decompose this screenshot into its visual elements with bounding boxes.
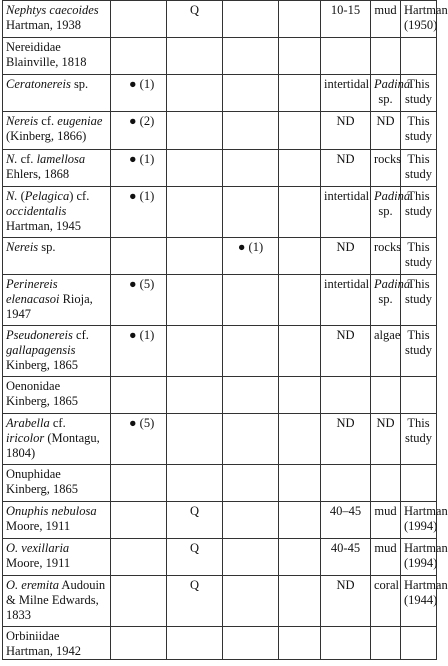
table-row <box>3 1 437 38</box>
table-row <box>3 150 437 187</box>
occurrence-c2-cell <box>167 326 223 377</box>
table-row <box>3 275 437 326</box>
reference-cell: This study <box>401 112 437 150</box>
occurrence-c4-cell <box>279 502 321 539</box>
habitat-cell <box>371 1 401 38</box>
habitat-cell <box>371 275 411 326</box>
occurrence-c1-cell <box>111 238 167 275</box>
occurrence-c3-cell <box>223 414 279 465</box>
habitat-text: sp. <box>378 92 393 106</box>
species-cell <box>3 502 111 539</box>
habitat-text: Padina <box>374 189 411 203</box>
habitat-cell <box>371 377 401 414</box>
occurrence-c1-cell: ● (1) <box>111 150 167 187</box>
occurrence-c1-cell <box>111 1 167 38</box>
occurrence-c3-cell <box>223 112 279 150</box>
species-name-italic: eugeniae <box>57 114 103 128</box>
occurrence-c4-cell <box>279 576 321 627</box>
table-body <box>3 1 448 660</box>
occurrence-c2-cell <box>167 465 223 502</box>
species-name-text: Oenonidae Kinberg, 1865 <box>6 379 78 408</box>
occurrence-c3-cell <box>223 627 279 660</box>
depth-cell: ND <box>321 414 371 465</box>
occurrence-c2-cell: Q <box>167 502 223 539</box>
species-name-text: Nereididae Blainville, 1818 <box>6 40 87 69</box>
depth-cell: 10-15 <box>321 1 371 38</box>
habitat-text: coral <box>374 578 399 592</box>
habitat-text: mud <box>374 541 397 555</box>
species-name-italic: gallapagensis <box>6 343 76 357</box>
species-name-text: Audouin & Milne Edwards, 1833 <box>6 578 106 622</box>
habitat-cell <box>371 627 401 660</box>
species-name-text: Onuphidae Kinberg, 1865 <box>6 467 78 496</box>
depth-cell <box>321 627 371 660</box>
species-name-text: Orbiniidae Hartman, 1942 <box>6 629 81 658</box>
species-name-text: Kinberg, 1865 <box>6 358 78 372</box>
habitat-cell <box>371 112 401 150</box>
species-name-text: sp. <box>38 240 56 254</box>
species-name-text: Moore, 1911 <box>6 556 71 570</box>
occurrence-c2-cell <box>167 238 223 275</box>
habitat-cell <box>371 38 401 75</box>
occurrence-c4-cell <box>279 377 321 414</box>
species-name-text: sp. <box>70 77 89 91</box>
species-cell <box>3 187 111 238</box>
occurrence-c4-cell <box>279 539 321 576</box>
occurrence-c1-cell <box>111 627 167 660</box>
species-cell <box>3 377 111 414</box>
habitat-text: rocks <box>374 240 402 254</box>
occurrence-c4-cell <box>279 627 321 660</box>
species-name-text: cf. <box>49 416 66 430</box>
habitat-text: mud <box>374 3 397 17</box>
occurrence-c2-cell <box>167 75 223 112</box>
occurrence-c1-cell: ● (1) <box>111 326 167 377</box>
habitat-cell <box>371 502 401 539</box>
species-name-italic: N. <box>6 152 18 166</box>
reference-cell: Hartman (1994) <box>401 539 437 576</box>
occurrence-c3-cell <box>223 465 279 502</box>
reference-cell: This study <box>401 150 437 187</box>
species-cell <box>3 75 111 112</box>
species-name-italic: Arabella <box>6 416 50 430</box>
habitat-cell <box>371 465 401 502</box>
species-name-italic: Nereis <box>6 240 39 254</box>
table-row <box>3 187 437 238</box>
occurrence-c3-cell <box>223 377 279 414</box>
occurrence-c4-cell <box>279 75 321 112</box>
depth-cell: ND <box>321 326 371 377</box>
depth-cell <box>321 377 371 414</box>
species-cell <box>3 275 111 326</box>
occurrence-c1-cell: ● (1) <box>111 75 167 112</box>
table-row <box>3 576 437 627</box>
species-name-italic: O. eremita <box>6 578 59 592</box>
species-cell <box>3 238 111 275</box>
table-row <box>3 326 437 377</box>
occurrence-c3-cell <box>223 576 279 627</box>
occurrence-c3-cell <box>223 187 279 238</box>
reference-cell <box>401 627 437 660</box>
reference-cell <box>401 465 437 502</box>
occurrence-c3-cell <box>223 275 279 326</box>
species-name-italic: lamellosa <box>36 152 86 166</box>
habitat-text: rocks <box>374 152 402 166</box>
species-name-text: ) cf. <box>69 189 90 203</box>
species-name-italic: Pseudonereis <box>6 328 73 342</box>
occurrence-c4-cell <box>279 150 321 187</box>
occurrence-c3-cell <box>223 75 279 112</box>
occurrence-c4-cell <box>279 275 321 326</box>
depth-cell: ND <box>321 150 371 187</box>
habitat-cell <box>371 539 401 576</box>
occurrence-c4-cell <box>279 1 321 38</box>
species-name-italic: occidentalis <box>6 204 67 218</box>
habitat-text: sp. <box>378 292 393 306</box>
occurrence-c3-cell <box>223 38 279 75</box>
species-name-italic: Onuphis nebulosa <box>6 504 97 518</box>
reference-cell: This study <box>401 75 437 112</box>
occurrence-c1-cell <box>111 377 167 414</box>
occurrence-c4-cell <box>279 112 321 150</box>
habitat-text: algae <box>374 328 401 342</box>
species-name-italic: Nereis <box>6 114 39 128</box>
depth-cell <box>321 38 371 75</box>
depth-cell: ND <box>321 576 371 627</box>
species-name-italic: Ceratonereis <box>6 77 71 91</box>
occurrence-c4-cell <box>279 465 321 502</box>
species-name-text: Hartman, 1945 <box>6 219 81 233</box>
depth-cell: intertidal <box>321 75 371 112</box>
table-row <box>3 414 437 465</box>
occurrence-c4-cell <box>279 414 321 465</box>
reference-cell: This study <box>401 187 437 238</box>
species-cell <box>3 576 111 627</box>
occurrence-c2-cell <box>167 377 223 414</box>
depth-cell: ND <box>321 238 371 275</box>
habitat-text: ND <box>376 114 395 128</box>
occurrence-c1-cell: ● (2) <box>111 112 167 150</box>
depth-cell: intertidal <box>321 275 371 326</box>
reference-cell: This study <box>401 326 437 377</box>
reference-cell: Hartman (1944) <box>401 576 437 627</box>
occurrence-c2-cell <box>167 38 223 75</box>
species-name-italic: Nephtys caecoides <box>6 3 99 17</box>
occurrence-c3-cell <box>223 539 279 576</box>
species-name-text: cf. <box>72 328 89 342</box>
species-cell <box>3 414 111 465</box>
species-table <box>2 0 448 660</box>
species-cell <box>3 150 111 187</box>
species-name-text: Moore, 1911 <box>6 519 71 533</box>
occurrence-c1-cell <box>111 502 167 539</box>
table-row <box>3 539 437 576</box>
reference-cell: This study <box>401 275 437 326</box>
depth-cell: ND <box>321 112 371 150</box>
species-name-italic: Perinereis elenacasoi <box>6 277 60 306</box>
occurrence-c2-cell <box>167 414 223 465</box>
species-name-text: cf. <box>17 152 37 166</box>
occurrence-c2-cell: Q <box>167 539 223 576</box>
reference-cell: Hartman (1950) <box>401 1 437 38</box>
habitat-cell <box>371 150 401 187</box>
table-row <box>3 377 437 414</box>
habitat-text: Padina <box>374 277 411 291</box>
species-name-italic: O. vexillaria <box>6 541 70 555</box>
reference-cell: This study <box>401 238 437 275</box>
species-name-text: Ehlers, 1868 <box>6 167 70 181</box>
species-cell <box>3 112 111 150</box>
occurrence-c1-cell: ● (5) <box>111 275 167 326</box>
occurrence-c1-cell <box>111 539 167 576</box>
occurrence-c2-cell <box>167 112 223 150</box>
reference-cell: This study <box>401 414 437 465</box>
species-cell <box>3 627 111 660</box>
reference-cell: Hartman (1994) <box>401 502 437 539</box>
table-row <box>3 38 437 75</box>
species-name-text: (Kinberg, 1866) <box>6 129 87 143</box>
species-cell <box>3 326 111 377</box>
occurrence-c3-cell <box>223 502 279 539</box>
species-name-text: Rioja, 1947 <box>6 292 93 321</box>
occurrence-c4-cell <box>279 38 321 75</box>
table-row <box>3 75 437 112</box>
occurrence-c1-cell <box>111 465 167 502</box>
habitat-cell <box>371 326 401 377</box>
occurrence-c3-cell <box>223 150 279 187</box>
species-name-text: cf. <box>38 114 58 128</box>
depth-cell <box>321 465 371 502</box>
occurrence-c2-cell: Q <box>167 1 223 38</box>
occurrence-c3-cell <box>223 1 279 38</box>
habitat-cell <box>371 414 401 465</box>
occurrence-c2-cell: Q <box>167 576 223 627</box>
occurrence-c2-cell <box>167 627 223 660</box>
habitat-text: ND <box>376 416 395 430</box>
reference-cell <box>401 377 437 414</box>
table-row <box>3 238 437 275</box>
habitat-cell <box>371 75 411 112</box>
occurrence-c1-cell <box>111 576 167 627</box>
species-name-text: (Montagu, 1804) <box>6 431 100 460</box>
occurrence-c4-cell <box>279 187 321 238</box>
species-cell <box>3 465 111 502</box>
depth-cell: intertidal <box>321 187 371 238</box>
species-name-italic: N. <box>6 189 18 203</box>
species-cell <box>3 539 111 576</box>
species-cell <box>3 1 111 38</box>
occurrence-c3-cell <box>223 326 279 377</box>
occurrence-c2-cell <box>167 187 223 238</box>
habitat-cell <box>371 187 411 238</box>
table-row <box>3 502 437 539</box>
table-row <box>3 627 437 660</box>
occurrence-c2-cell <box>167 275 223 326</box>
habitat-text: mud <box>374 504 397 518</box>
depth-cell: 40–45 <box>321 502 371 539</box>
habitat-cell <box>371 238 401 275</box>
habitat-text: Padina <box>374 77 411 91</box>
occurrence-c2-cell <box>167 150 223 187</box>
habitat-cell <box>371 576 401 627</box>
occurrence-c4-cell <box>279 326 321 377</box>
occurrence-c4-cell <box>279 238 321 275</box>
table-row <box>3 112 437 150</box>
table-row <box>3 465 437 502</box>
occurrence-c1-cell: ● (1) <box>111 187 167 238</box>
reference-cell <box>401 38 437 75</box>
species-name-text: ( <box>17 189 25 203</box>
depth-cell: 40-45 <box>321 539 371 576</box>
species-cell <box>3 38 111 75</box>
species-name-text: Hartman, 1938 <box>6 18 81 32</box>
occurrence-c1-cell <box>111 38 167 75</box>
species-name-italic: Pelagica <box>24 189 70 203</box>
habitat-text: sp. <box>378 204 393 218</box>
occurrence-c1-cell: ● (5) <box>111 414 167 465</box>
species-name-italic: iricolor <box>6 431 45 445</box>
occurrence-c3-cell: ● (1) <box>223 238 279 275</box>
